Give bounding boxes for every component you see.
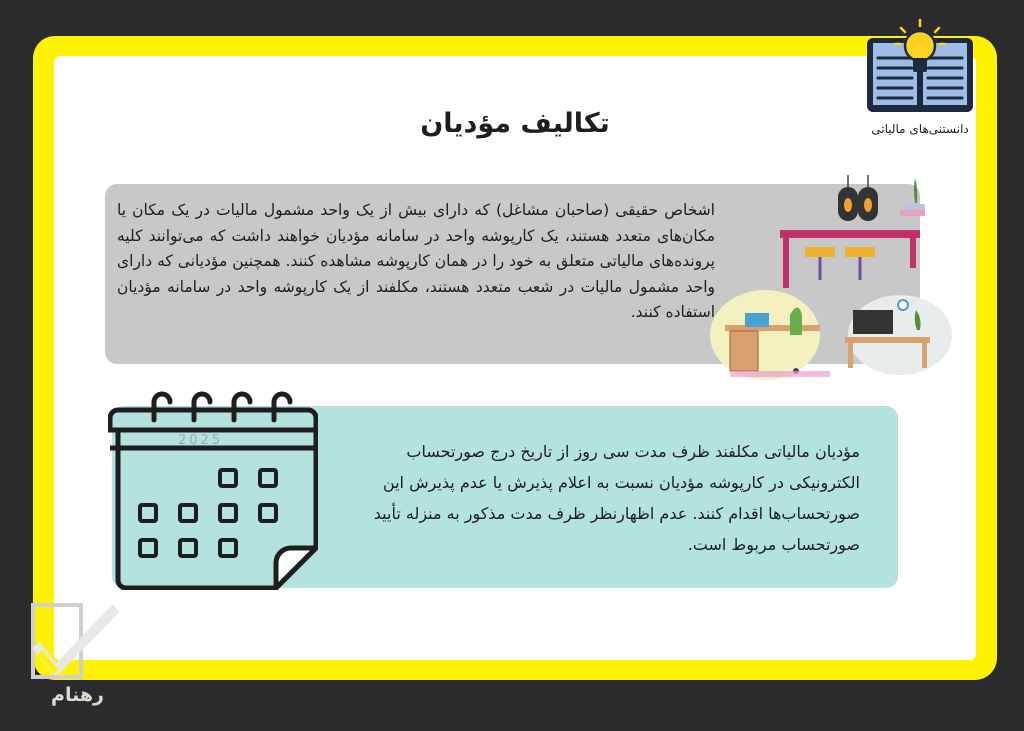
page-title: تکالیف مؤدیان: [420, 108, 610, 139]
card1-text: اشخاص حقیقی (صاحبان مشاغل) که دارای بیش از یک واحد مشمول مالیات در یک مکان یا مکان‌های متعدد هستند، یک کارپوشه واحد در سامانه مؤدیان خواهند داشت که می‌توانند کلیه پرونده‌های مالیاتی متعلق به خود را در همان کارپوشه مشاهده کنند. همچنین مؤدیانی که دارای واحد مشمول مالیات در شعب متعدد هستند، مکلفند از یک کارپوشه واحد در سامانه مؤدیان استفاده کنند.: [117, 201, 715, 321]
office-illustration: [705, 175, 955, 385]
logo-caption: دانستنی‌های مالیاتی: [871, 122, 969, 136]
checkmark-logo-icon: [30, 600, 125, 685]
brand-logo: [30, 600, 125, 710]
brand-name: رهنام: [51, 684, 104, 706]
lightbulb-book-icon: [863, 18, 977, 122]
card2-text: مؤدیان مالیاتی مکلفند ظرف مدت سی روز از تاریخ درج صورتحساب الکترونیکی در کارپوشه مؤدیان نسبت به اعلام پذیرش یا عدم پذیرش این صورتحساب‌ها اقدام کنند. عدم اظهارنظر ظرف مدت مذکور به منزله تأیید صورتحساب مربوط است.: [373, 442, 860, 554]
tax-tips-logo: [863, 18, 977, 140]
calendar-icon: [108, 390, 318, 590]
calendar-year: 2025: [178, 433, 224, 448]
